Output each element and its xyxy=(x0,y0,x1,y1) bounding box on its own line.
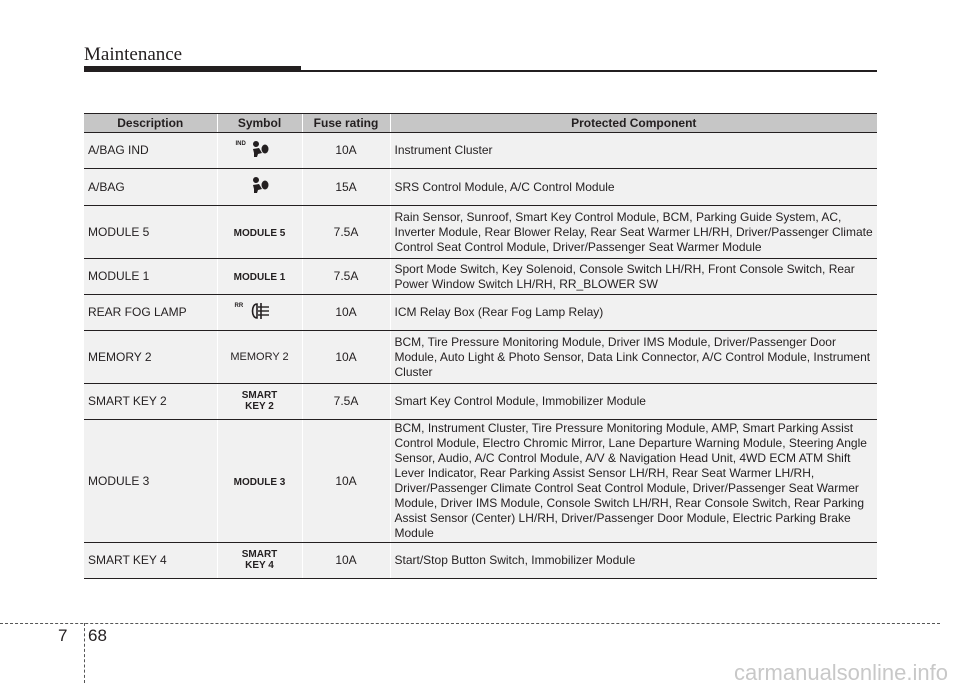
symbol-label: MODULE 5 xyxy=(233,227,286,239)
column-header-protected-component: Protected Component xyxy=(390,114,877,133)
row-symbol xyxy=(217,543,302,579)
row-description: MODULE 1 xyxy=(84,259,217,295)
row-protected-component: Sport Mode Switch, Key Solenoid, Console Switch LH/RH, Front Console Switch, Rear Power Window Switch LH/RH, RR_BLOWER SW xyxy=(390,259,877,295)
table-row xyxy=(84,259,877,295)
table-row xyxy=(84,206,877,259)
row-fuse-rating: 10A xyxy=(302,420,390,543)
chapter-number: 7 xyxy=(58,626,68,645)
symbol-label-line-1: SMART xyxy=(241,549,278,560)
symbol-label: MODULE 3 xyxy=(233,476,286,488)
row-symbol xyxy=(217,384,302,420)
page-number: 68 xyxy=(88,626,107,645)
row-symbol xyxy=(217,295,302,331)
column-header-fuse-rating: Fuse rating xyxy=(302,114,390,133)
symbol-label-line-2: KEY 2 xyxy=(245,401,274,412)
footer-divider xyxy=(0,623,940,624)
row-description: MEMORY 2 xyxy=(84,331,217,384)
row-fuse-rating: 10A xyxy=(302,543,390,579)
fuse-table xyxy=(84,113,877,579)
row-description: MODULE 5 xyxy=(84,206,217,259)
row-protected-component: Rain Sensor, Sunroof, Smart Key Control Module, BCM, Parking Guide System, AC, Inverter Module, Rear Blower Relay, Rear Seat Warmer LH/RH, Driver/Passenger Climate Control Seat Control Module, Driver/Passenger Seat Warmer Module xyxy=(390,206,877,259)
row-protected-component: BCM, Tire Pressure Monitoring Module, Driver IMS Module, Driver/Passenger Door Module, Auto Light & Photo Sensor, Data Link Connector, A/C Control Module, Instrument Cluster xyxy=(390,331,877,384)
symbol-label xyxy=(242,549,278,571)
table-row xyxy=(84,384,877,420)
symbol-label-line-1: SMART xyxy=(241,390,278,401)
row-protected-component: Start/Stop Button Switch, Immobilizer Module xyxy=(390,543,877,579)
table-row xyxy=(84,133,877,169)
table-row xyxy=(84,295,877,331)
row-fuse-rating: 10A xyxy=(302,295,390,331)
column-header-description: Description xyxy=(84,114,217,133)
header-rule-thin xyxy=(301,70,877,72)
symbol-label xyxy=(242,390,278,412)
header-rule-thick xyxy=(84,66,301,72)
row-fuse-rating: 7.5A xyxy=(302,384,390,420)
row-description: A/BAG xyxy=(84,169,217,206)
row-description: SMART KEY 2 xyxy=(84,384,217,420)
symbol-label-line-2: KEY 4 xyxy=(245,560,274,571)
watermark: carmanualsonline.info xyxy=(733,660,948,685)
airbag-icon xyxy=(250,176,270,198)
table-header-row xyxy=(84,114,877,133)
row-fuse-rating: 7.5A xyxy=(302,206,390,259)
table-row xyxy=(84,169,877,206)
row-description: A/BAG IND xyxy=(84,133,217,169)
row-symbol xyxy=(217,331,302,384)
symbol-superscript: RR xyxy=(234,302,244,309)
row-fuse-rating: 15A xyxy=(302,169,390,206)
column-header-symbol: Symbol xyxy=(217,114,302,133)
row-protected-component: ICM Relay Box (Rear Fog Lamp Relay) xyxy=(390,295,877,331)
table-row xyxy=(84,420,877,543)
row-description: SMART KEY 4 xyxy=(84,543,217,579)
footer-vertical-divider xyxy=(84,623,85,683)
row-fuse-rating: 10A xyxy=(302,133,390,169)
row-symbol xyxy=(217,420,302,543)
symbol-label: MODULE 1 xyxy=(233,272,286,283)
row-description: MODULE 3 xyxy=(84,420,217,543)
row-symbol xyxy=(217,169,302,206)
row-fuse-rating: 10A xyxy=(302,331,390,384)
row-symbol xyxy=(217,206,302,259)
row-fuse-rating: 7.5A xyxy=(302,259,390,295)
row-symbol xyxy=(217,259,302,295)
page-header-title: Maintenance xyxy=(84,44,183,65)
table-row xyxy=(84,543,877,579)
symbol-label: MEMORY 2 xyxy=(230,351,289,363)
symbol-superscript: IND xyxy=(235,140,246,147)
table-row xyxy=(84,331,877,384)
row-protected-component: BCM, Instrument Cluster, Tire Pressure Monitoring Module, AMP, Smart Parking Assist Control Module, Electro Chromic Mirror, Lane Departure Warning Module, Steering Angle Sensor, Audio, A/C Control Module, A/V & Navigation Head Unit, 4WD ECM ATM Shift Lever Indicator, Rear Parking Assist Sensor LH/RH, Rear Seat Warmer LH/RH, Driver/Passenger Climate Control Seat Control Module, Driver/Passenger Seat Warmer Module, Driver IMS Module, Console Switch LH/RH, Rear Console Switch, Rear Parking Assist Sensor (Center) LH/RH, Driver/Passenger Door Module, Electric Parking Brake Module xyxy=(390,420,877,543)
row-symbol xyxy=(217,133,302,169)
row-protected-component: Instrument Cluster xyxy=(390,133,877,169)
row-description: REAR FOG LAMP xyxy=(84,295,217,331)
airbag-ind-icon xyxy=(235,140,270,162)
row-protected-component: SRS Control Module, A/C Control Module xyxy=(390,169,877,206)
row-protected-component: Smart Key Control Module, Immobilizer Module xyxy=(390,384,877,420)
rear-fog-lamp-icon xyxy=(234,302,271,324)
